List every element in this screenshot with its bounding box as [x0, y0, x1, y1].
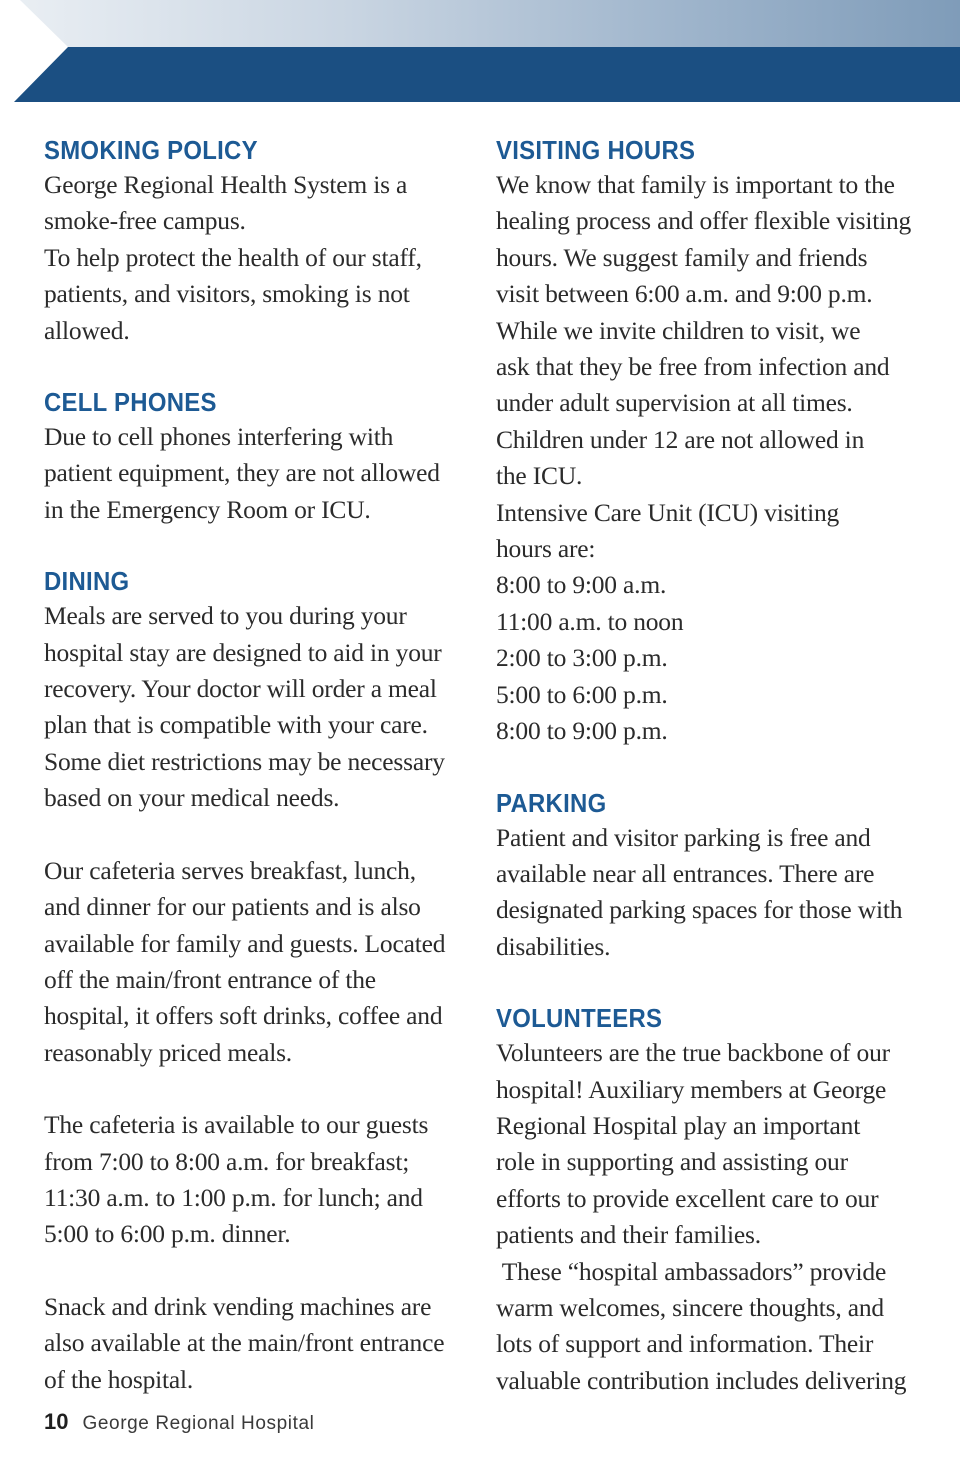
text-line: 5:00 to 6:00 p.m. dinner. [44, 1219, 291, 1249]
text-line: disabilities. [496, 931, 611, 961]
text-line: the ICU. [496, 461, 583, 491]
parking-text [496, 820, 926, 966]
text-line: hospital stay are designed to aid in your [44, 637, 442, 667]
visiting-hours-text [496, 167, 926, 750]
text-line: While we invite children to visit, we [496, 315, 861, 345]
dining-paragraph-2 [44, 853, 474, 1071]
text-line: from 7:00 to 8:00 a.m. for breakfast; [44, 1146, 410, 1176]
text-line: Snack and drink vending machines are [44, 1291, 432, 1321]
text-line: efforts to provide excellent care to our [496, 1183, 879, 1213]
text-line: 11:30 a.m. to 1:00 p.m. for lunch; and [44, 1182, 423, 1212]
text-line: Our cafeteria serves breakfast, lunch, [44, 855, 416, 885]
text-line: hours. We suggest family and friends [496, 242, 868, 272]
left-column [44, 133, 474, 1398]
text-line: based on your medical needs. [44, 783, 340, 813]
text-line: available near all entrances. There are [496, 858, 875, 888]
text-line: Meals are served to you during your [44, 601, 407, 631]
icu-hours-item: 2:00 to 3:00 p.m. [496, 643, 668, 673]
text-line: Intensive Care Unit (ICU) visiting [496, 497, 840, 527]
text-line: designated parking spaces for those with [496, 895, 903, 925]
header-banner [0, 0, 960, 102]
text-line: hospital, it offers soft drinks, coffee and [44, 1001, 443, 1031]
text-line: warm welcomes, sincere thoughts, and [496, 1292, 884, 1322]
text-line: George Regional Health System is a [44, 170, 408, 199]
text-line: in the Emergency Room or ICU. [44, 494, 371, 524]
text-line: Regional Hospital play an important [496, 1110, 861, 1140]
text-line: visit between 6:00 a.m. and 9:00 p.m. [496, 279, 873, 309]
icu-hours-item: 8:00 to 9:00 a.m. [496, 570, 667, 600]
text-line: We know that family is important to the [496, 170, 895, 199]
text-line: These “hospital ambassadors” provide [496, 1256, 887, 1286]
dining-heading: DINING [44, 566, 130, 597]
text-line: hours are: [496, 534, 596, 564]
text-line: patients and their families. [496, 1220, 761, 1250]
text-line: available for family and guests. Located [44, 928, 446, 958]
text-line: reasonably priced meals. [44, 1037, 292, 1067]
text-line: allowed. [44, 315, 130, 345]
text-line: of the hospital. [44, 1364, 194, 1394]
smoking-policy-text [44, 167, 474, 349]
text-line: Due to cell phones interfering with [44, 422, 394, 452]
text-line: To help protect the health of our staff, [44, 242, 422, 272]
text-line: plan that is compatible with your care. [44, 710, 428, 740]
text-line: ask that they be free from infection and [496, 352, 890, 382]
smoking-policy-heading: SMOKING POLICY [44, 135, 258, 165]
text-line: smoke-free campus. [44, 206, 246, 236]
page-number: 10 [44, 1409, 69, 1434]
volunteers-heading: VOLUNTEERS [496, 1003, 663, 1034]
text-line: patients, and visitors, smoking is not [44, 279, 410, 309]
text-line: Some diet restrictions may be necessary [44, 746, 445, 776]
text-line: Volunteers are the true backbone of our [496, 1038, 890, 1068]
text-line: valuable contribution includes delivering [496, 1365, 907, 1395]
text-line: recovery. Your doctor will order a meal [44, 674, 437, 704]
text-line: and dinner for our patients and is also [44, 892, 421, 922]
icu-hours-item: 11:00 a.m. to noon [496, 606, 684, 636]
dining-paragraph-4 [44, 1289, 474, 1398]
text-line: under adult supervision at all times. [496, 388, 853, 418]
text-line: patient equipment, they are not allowed [44, 458, 440, 488]
text-line: off the main/front entrance of the [44, 964, 376, 994]
text-line: role in supporting and assisting our [496, 1147, 848, 1177]
dining-paragraph-1 [44, 598, 474, 816]
cell-phones-heading: CELL PHONES [44, 387, 217, 418]
publication-name: George Regional Hospital [82, 1413, 315, 1434]
text-line: Children under 12 are not allowed in [496, 424, 865, 454]
right-column [496, 133, 926, 1399]
text-line: The cafeteria is available to our guests [44, 1110, 429, 1140]
text-line: healing process and offer flexible visiting [496, 206, 912, 236]
page-footer [44, 1409, 314, 1439]
text-line: also available at the main/front entrance [44, 1328, 445, 1358]
icu-hours-item: 5:00 to 6:00 p.m. [496, 679, 668, 709]
icu-hours-item: 8:00 to 9:00 p.m. [496, 716, 668, 746]
dining-paragraph-3 [44, 1107, 474, 1253]
text-line: Patient and visitor parking is free and [496, 822, 871, 852]
text-line: lots of support and information. Their [496, 1329, 874, 1359]
volunteers-text [496, 1035, 926, 1399]
visiting-hours-heading: VISITING HOURS [496, 135, 696, 165]
cell-phones-text [44, 419, 474, 528]
text-line: hospital! Auxiliary members at George [496, 1074, 887, 1104]
parking-heading: PARKING [496, 787, 607, 818]
